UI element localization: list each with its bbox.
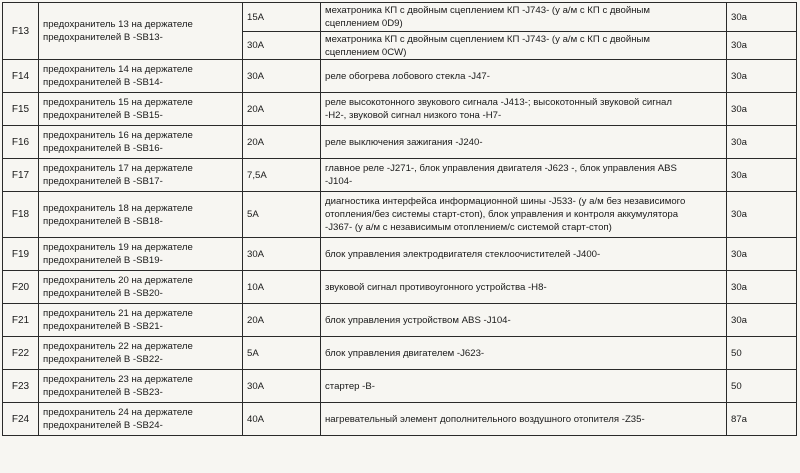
fuse-terminal-cell [727, 337, 797, 370]
fuse-description-line: звуковой сигнал противоугонного устройства -H8- [325, 281, 547, 293]
fuse-rating-cell [243, 159, 321, 192]
table-row [3, 304, 797, 337]
fuse-table [2, 2, 797, 436]
fuse-holder-line: предохранитель 21 на держателе [43, 308, 193, 319]
fuse-terminal: 30a [731, 70, 748, 82]
fuse-rating: 30A [247, 380, 265, 392]
fuse-terminal-cell [727, 192, 797, 238]
fuse-rating: 30A [247, 248, 265, 260]
fuse-terminal: 30a [731, 40, 748, 51]
fuse-description-cell [321, 93, 727, 126]
fuse-description-cell [321, 192, 727, 238]
table-row [3, 192, 797, 238]
fuse-terminal-cell [727, 403, 797, 436]
fuse-terminal-cell [727, 3, 797, 32]
fuse-holder-cell [39, 3, 243, 60]
fuse-holder-line: предохранитель 16 на держателе [43, 130, 193, 141]
fuse-terminal: 30a [731, 248, 748, 260]
fuse-id: F19 [11, 248, 30, 260]
fuse-description-line: -J104- [325, 176, 353, 187]
fuse-id: F17 [11, 169, 30, 181]
table-row [3, 271, 797, 304]
fuse-holder-line: предохранителей B -SB24- [43, 420, 163, 431]
fuse-id-cell [3, 60, 39, 93]
fuse-description-line: сцеплением 0CW) [325, 46, 407, 58]
fuse-id-cell [3, 93, 39, 126]
fuse-terminal: 50 [731, 380, 742, 392]
fuse-terminal: 30a [731, 103, 748, 115]
fuse-table-body [3, 3, 797, 436]
fuse-holder-cell [39, 370, 243, 403]
fuse-holder-cell [39, 271, 243, 304]
fuse-terminal: 30a [731, 169, 748, 181]
fuse-holder-line: предохранителей B -SB14- [43, 77, 163, 88]
fuse-id-cell [3, 192, 39, 238]
fuse-id-cell [3, 271, 39, 304]
fuse-holder-line: предохранитель 24 на держателе [43, 407, 193, 418]
fuse-rating-cell [243, 93, 321, 126]
fuse-holder-line: предохранителей B -SB13- [43, 32, 163, 43]
fuse-holder-line: предохранителей B -SB16- [43, 143, 163, 154]
fuse-rating: 20A [247, 136, 265, 148]
fuse-id: F13 [11, 25, 30, 37]
fuse-rating-cell [243, 126, 321, 159]
fuse-rating-cell [243, 32, 321, 60]
fuse-rating-cell [243, 271, 321, 304]
table-row [3, 238, 797, 271]
fuse-holder-line: предохранителей B -SB23- [43, 387, 163, 398]
fuse-holder-cell [39, 126, 243, 159]
fuse-description-line: блок управления двигателем -J623- [325, 347, 485, 359]
fuse-holder-line: предохранитель 13 на держателе [43, 19, 193, 30]
fuse-holder-line: предохранителей B -SB19- [43, 255, 163, 266]
fuse-terminal-cell [727, 238, 797, 271]
fuse-description-line: -J367- (у а/м с независимым отоплением/с системой старт-стоп) [325, 222, 612, 233]
fuse-description-line: стартер -B- [325, 380, 375, 392]
fuse-rating-cell [243, 60, 321, 93]
fuse-description-cell [321, 159, 727, 192]
fuse-terminal: 30a [731, 314, 748, 326]
fuse-terminal-cell [727, 159, 797, 192]
fuse-holder-line: предохранитель 20 на держателе [43, 275, 193, 286]
fuse-terminal-cell [727, 271, 797, 304]
fuse-holder-line: предохранителей B -SB22- [43, 354, 163, 365]
fuse-terminal-cell [727, 126, 797, 159]
fuse-description-cell [321, 337, 727, 370]
fuse-description-cell [321, 304, 727, 337]
fuse-terminal: 50 [731, 347, 742, 359]
fuse-holder-cell [39, 403, 243, 436]
fuse-description-line: блок управления устройством ABS -J104- [325, 314, 511, 326]
fuse-id: F23 [11, 380, 30, 392]
fuse-holder-line: предохранитель 23 на держателе [43, 374, 193, 385]
fuse-id: F18 [11, 209, 30, 220]
fuse-rating: 15A [247, 11, 265, 23]
fuse-holder-line: предохранитель 15 на держателе [43, 97, 193, 108]
fuse-description-line: мехатроника КП с двойным сцеплением КП -J743- (у а/м с КП с двойным [325, 5, 650, 16]
fuse-holder-line: предохранитель 22 на держателе [43, 341, 193, 352]
fuse-terminal: 30a [731, 11, 748, 23]
fuse-id: F14 [11, 70, 30, 82]
fuse-description-line: блок управления электродвигателя стеклоочистителей -J400- [325, 248, 601, 260]
fuse-rating: 30A [247, 40, 265, 51]
fuse-holder-line: предохранителей B -SB20- [43, 288, 163, 299]
fuse-terminal-cell [727, 304, 797, 337]
fuse-holder-line: предохранитель 19 на держателе [43, 242, 193, 253]
table-row [3, 60, 797, 93]
fuse-id: F15 [11, 103, 30, 115]
fuse-terminal-cell [727, 60, 797, 93]
fuse-rating: 20A [247, 314, 265, 326]
fuse-id: F22 [11, 347, 30, 359]
fuse-holder-cell [39, 192, 243, 238]
fuse-holder-line: предохранитель 17 на держателе [43, 163, 193, 174]
fuse-rating-cell [243, 3, 321, 32]
fuse-description-cell [321, 271, 727, 304]
fuse-terminal-cell [727, 370, 797, 403]
fuse-id-cell [3, 370, 39, 403]
fuse-holder-cell [39, 60, 243, 93]
fuse-rating-cell [243, 238, 321, 271]
fuse-terminal: 30a [731, 209, 748, 220]
fuse-description-cell [321, 60, 727, 93]
fuse-id: F21 [11, 314, 30, 326]
fuse-rating-cell [243, 370, 321, 403]
fuse-terminal: 87a [731, 413, 748, 425]
fuse-holder-line: предохранителей B -SB17- [43, 176, 163, 187]
fuse-terminal-cell [727, 32, 797, 60]
fuse-holder-line: предохранителей B -SB21- [43, 321, 163, 332]
fuse-id: F20 [11, 281, 30, 293]
fuse-description-line: сцеплением 0D9) [325, 18, 403, 29]
fuse-rating: 5A [247, 347, 259, 359]
fuse-description-line: нагревательный элемент дополнительного воздушного отопителя -Z35- [325, 413, 645, 425]
fuse-description-cell [321, 370, 727, 403]
fuse-description-line: реле выключения зажигания -J240- [325, 136, 483, 148]
fuse-holder-line: предохранитель 14 на держателе [43, 64, 193, 75]
fuse-rating: 30A [247, 70, 265, 82]
fuse-description-cell [321, 403, 727, 436]
fuse-holder-cell [39, 304, 243, 337]
fuse-rating: 7,5A [247, 169, 267, 181]
fuse-rating-cell [243, 337, 321, 370]
fuse-id-cell [3, 3, 39, 60]
fuse-description-line: отопления/без системы старт-стоп), блок управления и контроля аккумулятора [325, 209, 679, 220]
fuse-holder-line: предохранитель 18 на держателе [43, 202, 193, 214]
fuse-id-cell [3, 159, 39, 192]
fuse-id-cell [3, 337, 39, 370]
fuse-id-cell [3, 238, 39, 271]
fuse-description-cell [321, 126, 727, 159]
fuse-id-cell [3, 403, 39, 436]
fuse-description-cell [321, 238, 727, 271]
fuse-description-line: реле обогрева лобового стекла -J47- [325, 70, 490, 82]
fuse-holder-cell [39, 238, 243, 271]
table-row [3, 403, 797, 436]
fuse-description-line: мехатроника КП с двойным сцеплением КП -J743- (у а/м с КП с двойным [325, 33, 650, 45]
fuse-holder-line: предохранителей B -SB15- [43, 110, 163, 121]
fuse-description-line: -H2-, звуковой сигнал низкого тона -H7- [325, 110, 502, 121]
fuse-id-cell [3, 126, 39, 159]
fuse-holder-cell [39, 337, 243, 370]
table-row [3, 126, 797, 159]
fuse-id-cell [3, 304, 39, 337]
fuse-holder-cell [39, 93, 243, 126]
fuse-rating-cell [243, 403, 321, 436]
table-row [3, 370, 797, 403]
table-row [3, 3, 797, 32]
fuse-terminal-cell [727, 93, 797, 126]
fuse-rating-cell [243, 192, 321, 238]
fuse-description-cell [321, 3, 727, 32]
fuse-rating: 10A [247, 281, 265, 293]
fuse-rating-cell [243, 304, 321, 337]
fuse-holder-line: предохранителей B -SB18- [43, 215, 163, 227]
fuse-holder-cell [39, 159, 243, 192]
table-row [3, 337, 797, 370]
fuse-id: F16 [11, 136, 30, 148]
table-row [3, 159, 797, 192]
fuse-terminal: 30a [731, 136, 748, 148]
table-row [3, 93, 797, 126]
fuse-description-cell [321, 32, 727, 60]
fuse-id: F24 [11, 413, 30, 425]
fuse-description-line: реле высокотонного звукового сигнала -J413-; высокотонный звуковой сигнал [325, 97, 672, 108]
fuse-terminal: 30a [731, 281, 748, 293]
fuse-rating: 5A [247, 209, 259, 220]
fuse-rating: 20A [247, 103, 265, 115]
fuse-description-line: диагностика интерфейса информационной шины -J533- (у а/м без независимого [325, 196, 686, 207]
fuse-description-line: главное реле -J271-, блок управления двигателя -J623 -, блок управления ABS [325, 163, 677, 174]
fuse-rating: 40A [247, 413, 265, 425]
